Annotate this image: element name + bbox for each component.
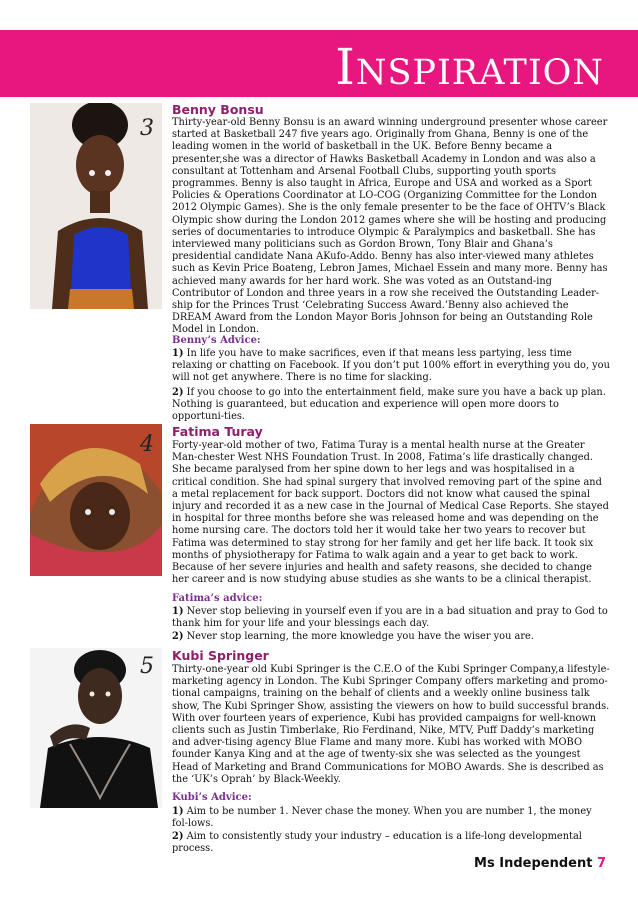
advice-item (172, 631, 610, 643)
profile-number: 3 (140, 116, 154, 141)
publication-name: Ms Independent (474, 856, 593, 871)
page-number: 7 (596, 856, 606, 871)
profile-bio: Forty-year-old mother of two, Fatima Turay is a mental health nurse at the Greater Man-chester West NHS Foundation Trust. In 2008, Fatima’s life drastically changed. She became paralysed from her spine down to her legs and was hospitalised in a critical condition. She had spinal surgery that involved removing part of the spine and a metal replacement for back support. Doctors did not know what caused the spinal injury and recorded it as a new case in the Journal of Medical Case Reports. She stayed in hospital for three months before she was released home and was depending on the home nursing care. The doctors told her it would take her two years to recover but Fatima was determined to stay strong for her family and get her life back. It took six months of physiotherapy for Fatima to walk again and a year to get back to work. Because of her severe injuries and health and safety reasons, she decided to change her career and is now studying abuse studies as she wants to be a clinical therapist. (172, 440, 609, 586)
advice-number: 1) (172, 606, 184, 617)
advice-text: Aim to be number 1. Never chase the money. When you are number 1, the money fol-lows. (172, 806, 592, 830)
profile-name: Fatima Turay (172, 424, 263, 439)
advice-item (172, 387, 610, 424)
advice-number: 2) (172, 387, 184, 398)
page-title: Inspiration (335, 38, 604, 96)
profile-number: 4 (140, 432, 154, 457)
profile-bio: Thirty-one-year old Kubi Springer is the C.E.O of the Kubi Springer Company,a lifestyle-marketing agency in London. The Kubi Springer Company offers marketing and promo-tional campaigns, training on the behalf of clients and a weekly online business talk show, The Kubi Springer Show, assisting the viewers on how to build successful brands. With over fourteen years of experience, Kubi has provided campaigns for well-known clients such as Justin Timberlake, Rio Ferdinand, Nike, MTV, Puff Daddy’s marketing and adver-tising agency Blue Flame and many more. Kubi has worked with MOBO founder Kanya King and at the age of twenty-six she was selected as the youngest Head of Marketing and Brand Communications for MOBO Awards. She is described as the ‘UK’s Oprah’ by Black-Weekly. (172, 664, 610, 785)
advice-item (172, 606, 610, 630)
profile-name: Benny Bonsu (172, 102, 264, 117)
page-footer (474, 856, 606, 871)
advice-title: Kubi’s Advice: (172, 792, 252, 803)
advice-title: Benny’s Advice: (172, 335, 261, 346)
profile-bio: Thirty-year-old Benny Bonsu is an award winning underground presenter whose career started at Basketball 247 five years ago. Originally from Ghana, Benny is one of the leading women in the world of basketball in the UK. Before Benny became a presenter,she was a director of Hawks Basketball Academy in London and was also a consultant at Tottenham and Arsenal Football Clubs, supporting youth sports programmes. Benny is also taught in Africa, Europe and USA and worked as a Sport Policies & Operations Coordinator at LO-COG (Organizing Committee for the London 2012 Olympic Games). She is the only female presenter to be the face of OHTV’s Black Olympic show during the London 2012 games where she will be hosting and producing series of documentaries to introduce Olympic & Paralympics and basketball. She has interviewed many politicians such as Gordon Brown, Tony Blair and Ghana’s presidential candidate Nana AKufo-Addo. Benny has also inter-viewed many athletes such as Kevin Price Boateng, Lebron James, Michael Essein and many more. Benny has achieved many awards for her hard work. She was voted as an Outstand-ing Contributor of London and three years in a row she received the Outstanding Leader-ship for the Princes Trust ‘Celebrating Success Award.’Benny also achieved the DREAM Award from the London Mayor Boris Johnson for being an Outstanding Role Model in London. (172, 117, 608, 336)
advice-number: 1) (172, 806, 184, 817)
profile-number: 5 (140, 654, 154, 679)
advice-text: Never stop believing in yourself even if you are in a bad situation and pray to God to thank him for your life and your blessings each day. (172, 606, 608, 630)
advice-title: Fatima’s advice: (172, 593, 263, 604)
advice-item (172, 348, 610, 385)
advice-text: If you choose to go into the entertainment field, make sure you have a back up plan. Nothing is guaranteed, but education and experience will open more doors to opportuni-ties. (172, 387, 606, 423)
advice-item (172, 831, 610, 855)
advice-text: Aim to consistently study your industry – education is a life-long developmental process. (172, 831, 582, 855)
advice-text: In life you have to make sacrifices, even if that means less partying, less time relaxing or chatting on Facebook. If you don’t put 100% effort in everything you do, you will not get anywhere. There is no time for slacking. (172, 348, 610, 384)
advice-number: 2) (172, 831, 184, 842)
advice-item (172, 806, 610, 830)
profile-name: Kubi Springer (172, 648, 269, 663)
advice-number: 2) (172, 631, 184, 642)
advice-text: Never stop learning, the more knowledge you have the wiser you are. (186, 631, 534, 642)
advice-number: 1) (172, 348, 184, 359)
